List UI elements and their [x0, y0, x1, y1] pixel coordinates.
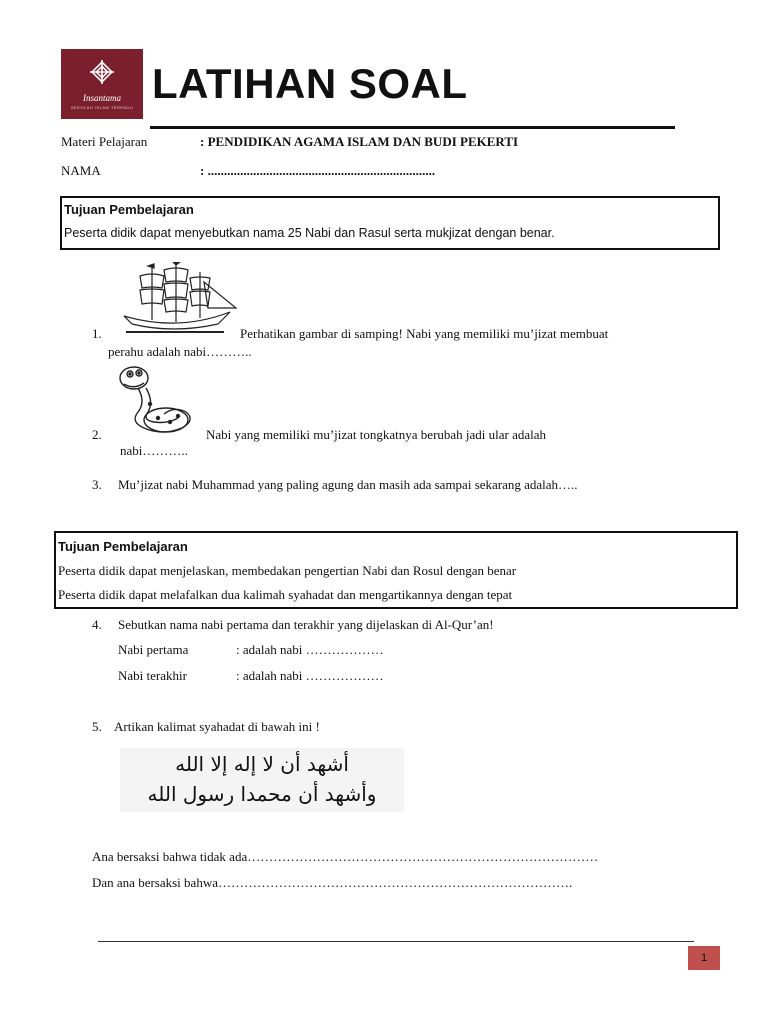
- q5-answer-2[interactable]: Dan ana bersaksi bahwa……………………………………………………………………….: [92, 875, 573, 890]
- logo-emblem-icon: [87, 57, 117, 87]
- q2-text-cont: nabi………..: [120, 443, 188, 458]
- q4-first-answer[interactable]: : adalah nabi ………………: [236, 642, 384, 657]
- snake-image: [112, 358, 196, 438]
- name-field[interactable]: : ......................................................................: [200, 163, 436, 178]
- q4-number: 4.: [92, 617, 102, 632]
- syahadat-line-2: وأشهد أن محمدا رسول الله: [147, 782, 377, 806]
- box1-line: Peserta didik dapat menyebutkan nama 25 Nabi dan Rasul serta mukjizat dengan benar.: [64, 226, 555, 240]
- footer-divider: [98, 941, 694, 942]
- q1-text: Perhatikan gambar di samping! Nabi yang memiliki mu’jizat membuat: [240, 326, 609, 341]
- page-number: 1: [688, 946, 720, 970]
- syahadat-line-1: أشهد أن لا إله إلا الله: [175, 752, 349, 776]
- q3-number: 3.: [92, 477, 102, 492]
- ship-image: [118, 262, 240, 336]
- logo-text: Insantama: [83, 93, 121, 103]
- subject-value: : PENDIDIKAN AGAMA ISLAM DAN BUDI PEKERTI: [200, 134, 519, 149]
- subject-label: Materi Pelajaran: [61, 134, 148, 149]
- learning-objective-box-2: [54, 531, 738, 609]
- logo-tagline: SEKOLAH ISLAM TERPADU: [70, 105, 134, 110]
- name-label: NAMA: [61, 163, 101, 178]
- page-title: LATIHAN SOAL: [152, 60, 468, 107]
- q5-number: 5.: [92, 719, 102, 734]
- q1-number: 1.: [92, 326, 102, 341]
- box2-line-1: Peserta didik dapat menjelaskan, membedakan pengertian Nabi dan Rosul dengan benar: [58, 563, 517, 578]
- box1-heading: Tujuan Pembelajaran: [64, 202, 194, 217]
- q1-text-cont: perahu adalah nabi………..: [108, 344, 252, 359]
- syahadat-arabic-image: [120, 748, 404, 812]
- school-logo: [61, 49, 143, 119]
- q2-number: 2.: [92, 427, 102, 442]
- q4-text: Sebutkan nama nabi pertama dan terakhir yang dijelaskan di Al-Qur’an!: [118, 617, 494, 632]
- q3-text: Mu’jizat nabi Muhammad yang paling agung dan masih ada sampai sekarang adalah…..: [118, 477, 578, 492]
- box2-heading: Tujuan Pembelajaran: [58, 539, 188, 554]
- learning-objective-box-1: [60, 196, 720, 250]
- box2-line-2: Peserta didik dapat melafalkan dua kalimah syahadat dan mengartikannya dengan tepat: [58, 587, 513, 602]
- q5-answer-1[interactable]: Ana bersaksi bahwa tidak ada………………………………………………………………………: [92, 849, 599, 864]
- q4-last-answer[interactable]: : adalah nabi ………………: [236, 668, 384, 683]
- q4-first-label: Nabi pertama: [118, 642, 189, 657]
- q2-text: Nabi yang memiliki mu’jizat tongkatnya berubah jadi ular adalah: [206, 427, 547, 442]
- q4-last-label: Nabi terakhir: [118, 668, 187, 683]
- title-divider: [150, 126, 675, 129]
- q5-text: Artikan kalimat syahadat di bawah ini !: [114, 719, 320, 734]
